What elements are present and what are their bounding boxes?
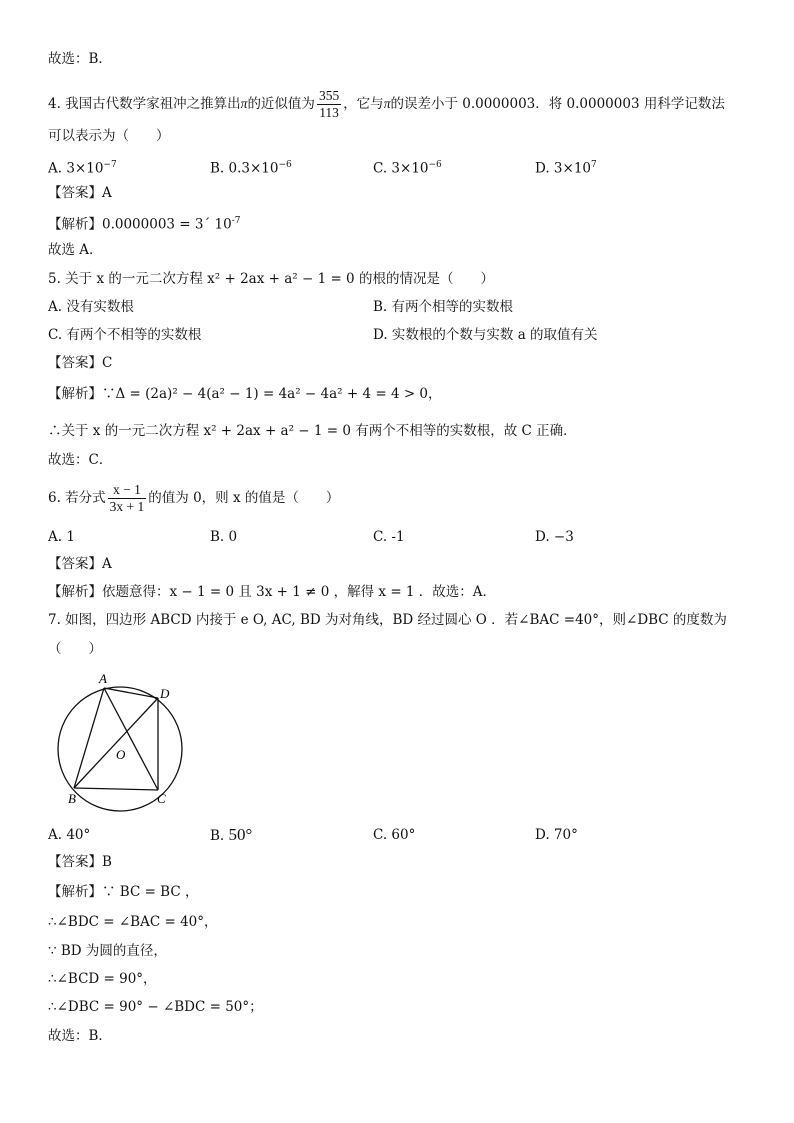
q5-option-a[interactable]: A. 没有实数根	[48, 299, 134, 315]
label-a: A	[99, 671, 107, 686]
q4-analysis: 【解析】0.0000003 = 3´ $10^{-7}$	[48, 216, 241, 233]
pi-symbol: π	[383, 96, 391, 111]
diagonal-ac	[104, 688, 158, 790]
prev-question-conclusion: 故选：B．	[48, 51, 112, 67]
side-da	[104, 688, 158, 698]
q4-conclusion: 故选 A．	[48, 242, 103, 258]
q4-stem: 4. 我国古代数学家祖冲之推算出π的近似值为 $\frac{355}{113}$ ，它与π的误差小于 0.0000003．将 0.0000003 用科学记数法	[48, 88, 725, 120]
q4-stem-line2: 可以表示为（ ）	[48, 128, 170, 144]
circle-quadrilateral-diagram	[48, 668, 198, 812]
q7-stem-line2: （ ）	[48, 641, 102, 657]
q4-answer: 【答案】A	[48, 185, 112, 201]
q4-option-d[interactable]: D. $3\times 10^7$	[535, 160, 597, 177]
q6-option-b[interactable]: B. 0	[210, 529, 238, 545]
q6-option-d[interactable]: D. −3	[535, 529, 574, 545]
q7-option-a[interactable]: A. 40°	[48, 827, 91, 843]
q5-analysis: 【解析】∵Δ = (2a)² − 4(a² − 1) = 4a² − 4a² + 4 = 4 > 0，	[48, 386, 442, 402]
label-b: B	[68, 791, 76, 806]
label-o: O	[116, 747, 126, 762]
q7-analysis-1: 【解析】∵ BC = BC ，	[48, 884, 199, 900]
q7-analysis-3: ∵ BD 为圆的直径，	[48, 943, 167, 959]
q5-analysis-line2: ∴关于 x 的一元二次方程 x² + 2ax + a² − 1 = 0 有两个不相等的实数根，故 C 正确．	[48, 423, 577, 439]
q6-option-a[interactable]: A. 1	[48, 529, 75, 545]
q4-option-c[interactable]: C. $3\times 10^{-6}$	[373, 160, 442, 177]
q7-analysis-4: ∴∠BCD = 90°，	[48, 971, 157, 987]
q4-fraction: $\frac{355}{113}$	[318, 88, 340, 120]
q4-option-b[interactable]: B. $0.3\times 10^{-6}$	[210, 160, 292, 177]
q5-option-b[interactable]: B. 有两个相等的实数根	[373, 299, 514, 315]
q5-option-d[interactable]: D. 实数根的个数与实数 a 的取值有关	[373, 327, 598, 343]
q5-option-c[interactable]: C. 有两个不相等的实数根	[48, 327, 202, 343]
q5-answer: 【答案】C	[48, 355, 113, 371]
q7-stem: 7. 如图，四边形 ABCD 内接于 e O, AC, BD 为对角线，BD 经过圆心 O ．若∠BAC =40°，则∠DBC 的度数为	[48, 612, 727, 628]
q6-analysis: 【解析】依题意得：x − 1 = 0 且 3x + 1 ≠ 0 ，解得 x = 1 ．故选：A．	[48, 584, 497, 600]
q7-option-d[interactable]: D. 70°	[535, 827, 578, 843]
q6-answer: 【答案】A	[48, 556, 112, 572]
label-c: C	[157, 791, 166, 806]
q6-option-c[interactable]: C. -1	[373, 529, 405, 545]
q6-stem: 6. 若分式 $\frac{x - 1}{3x + 1}$ 的值为 0，则 x 的值是（ ）	[48, 482, 340, 514]
q7-analysis-5: ∴∠DBC = 90° − ∠BDC = 50°；	[48, 999, 263, 1015]
q5-stem: 5. 关于 x 的一元二次方程 x² + 2ax + a² − 1 = 0 的根的情况是（ ）	[48, 271, 494, 287]
q7-option-c[interactable]: C. 60°	[373, 827, 416, 843]
label-d: D	[160, 686, 170, 701]
pi-symbol: π	[240, 96, 248, 111]
side-bc	[74, 788, 158, 790]
q7-answer: 【答案】B	[48, 854, 112, 870]
q5-conclusion: 故选：C．	[48, 452, 113, 468]
q4-option-a[interactable]: A. $3\times 10^{-7}$	[48, 160, 117, 177]
q7-analysis-2: ∴∠BDC = ∠BAC = 40°，	[48, 914, 218, 930]
q7-conclusion: 故选：B．	[48, 1028, 112, 1044]
q7-option-b[interactable]: B. 50°	[210, 825, 253, 844]
q6-fraction: $\frac{x - 1}{3x + 1}$	[109, 482, 145, 514]
